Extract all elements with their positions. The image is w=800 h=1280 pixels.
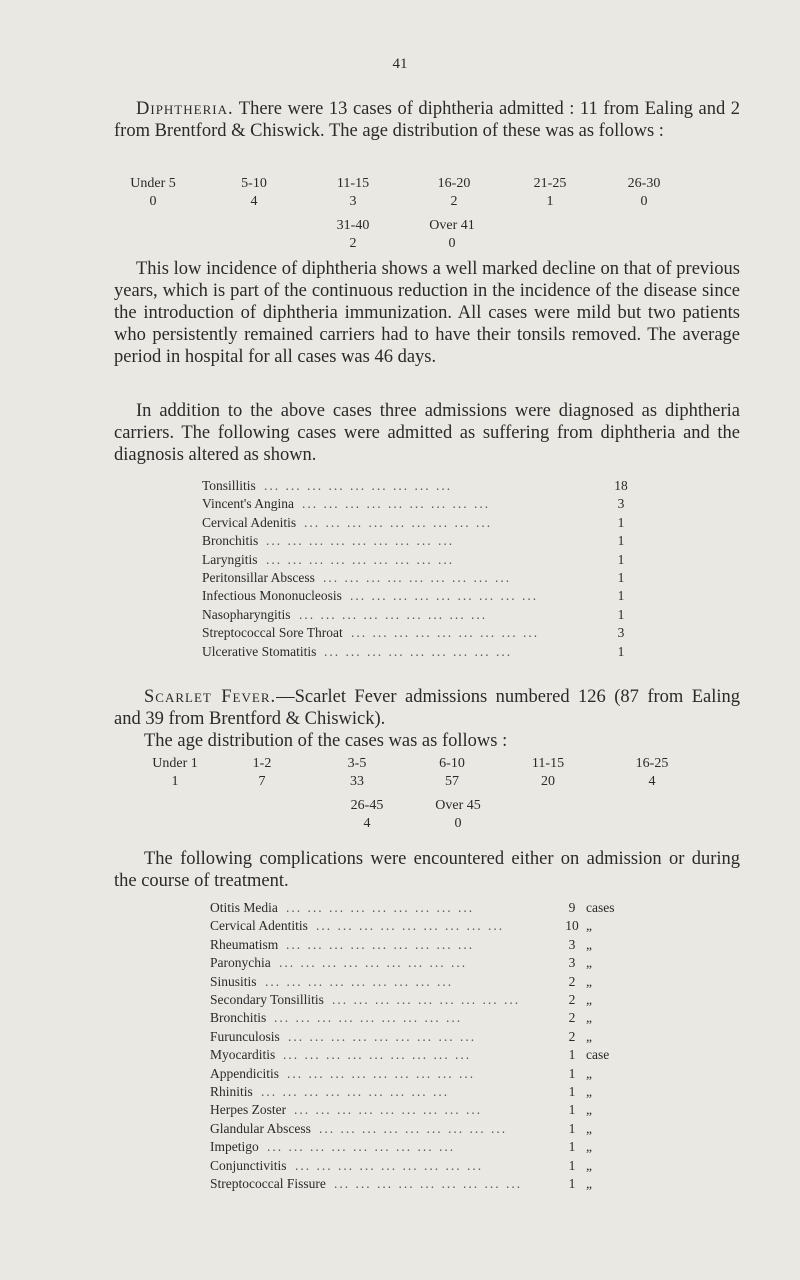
diagnosis-count: 1 [617, 514, 625, 530]
complication-row [210, 1139, 670, 1157]
scarlet-age-value: 33 [350, 774, 364, 789]
diagnosis-row [202, 515, 662, 533]
complication-name: Glandular Abscess [210, 1120, 311, 1136]
complication-unit: „ [586, 955, 592, 971]
complication-row [210, 1084, 670, 1102]
scarlet-age-label: 26-45 [350, 798, 384, 813]
scarlet-age-label: Over 45 [435, 798, 481, 813]
dot-leader: ... ... ... ... ... ... ... ... ... [351, 625, 540, 641]
diagnosis-name: Peritonsillar Abscess [202, 570, 315, 585]
scarlet-age-label: 3-5 [347, 756, 367, 771]
scarlet-age-value: 4 [648, 774, 656, 789]
complication-name: Conjunctivitis [210, 1157, 287, 1173]
dot-leader: ... ... ... ... ... ... ... ... ... [288, 1028, 477, 1044]
complications-intro: The following complications were encountered either on admission or during the course of treatment. [114, 849, 740, 891]
complication-row [210, 1176, 670, 1194]
complication-name: Secondary Tonsillitis [210, 992, 324, 1007]
complication-unit: case [586, 1047, 610, 1063]
complication-unit: „ [586, 1102, 592, 1118]
diagnosis-name: Streptococcal Sore Throat [202, 625, 343, 641]
scarlet-age-label: 16-25 [635, 756, 669, 771]
complication-name: Furunculosis [210, 1028, 280, 1044]
diphtheria-age-value: 4 [250, 194, 258, 209]
dot-leader: ... ... ... ... ... ... ... ... ... [266, 533, 455, 549]
complication-row [210, 1121, 670, 1139]
complication-unit: „ [586, 918, 592, 934]
complication-row [210, 1029, 670, 1047]
complication-row [210, 1102, 670, 1120]
diphtheria-age-label: Over 41 [429, 218, 475, 233]
complication-count: 1 [568, 1139, 576, 1155]
diphtheria-age-value: 1 [546, 194, 554, 209]
diphtheria-decline-paragraph: This low incidence of diphtheria shows a well marked decline on that of previous years, which is part of the continuous reduction in the incidence of the disease since the introduction of diphtheria immunization. All cases were mild but two patients who persistently remained carriers had to have their tonsils removed. The average period in hospital for all cases was 46 days. [114, 259, 740, 367]
diagnosis-count: 1 [617, 533, 625, 549]
complication-row [210, 1047, 670, 1065]
dot-leader: ... ... ... ... ... ... ... ... ... [302, 496, 491, 512]
complication-name: Streptococcal Fissure [210, 1176, 326, 1191]
page-number: 41 [392, 56, 408, 72]
complication-unit: „ [586, 1120, 592, 1136]
dot-leader: ... ... ... ... ... ... ... ... ... [267, 1139, 456, 1155]
dot-leader: ... ... ... ... ... ... ... ... ... [334, 1176, 523, 1191]
diagnosis-name: Tonsillitis [202, 478, 256, 493]
scarlet-age-value: 4 [363, 816, 371, 831]
diphtheria-age-label: 5-10 [241, 176, 267, 191]
diphtheria-age-label: 26-30 [627, 176, 661, 191]
dot-leader: ... ... ... ... ... ... ... ... ... [323, 570, 512, 585]
complication-count: 1 [568, 1102, 576, 1118]
diagnosis-count: 1 [617, 588, 625, 604]
complication-row [210, 1010, 670, 1028]
complication-name: Rheumatism [210, 936, 279, 952]
complication-unit: „ [586, 936, 592, 952]
complication-count: 2 [568, 973, 576, 989]
dot-leader: ... ... ... ... ... ... ... ... ... [279, 955, 468, 971]
complication-unit: „ [586, 1010, 592, 1026]
complication-name: Myocarditis [210, 1047, 276, 1063]
complication-row [210, 1158, 670, 1176]
diphtheria-intro-paragraph [114, 98, 740, 142]
complication-count: 2 [568, 1028, 576, 1044]
dot-leader: ... ... ... ... ... ... ... ... ... [316, 918, 505, 934]
diphtheria-age-label: 21-25 [533, 176, 567, 191]
dot-leader: ... ... ... ... ... ... ... ... ... [332, 992, 521, 1007]
scarlet-age-label: 1-2 [252, 756, 272, 771]
diagnosis-count: 1 [617, 606, 625, 622]
complication-count: 2 [568, 1010, 576, 1026]
diagnosis-row [202, 588, 662, 606]
complication-row [210, 992, 670, 1010]
complication-unit: „ [586, 1028, 592, 1044]
complication-count: 2 [568, 992, 576, 1007]
complication-name: Impetigo [210, 1139, 259, 1155]
dot-leader: ... ... ... ... ... ... ... ... ... [319, 1120, 508, 1136]
scarlet-age-value: 7 [258, 774, 266, 789]
dot-leader: ... ... ... ... ... ... ... ... ... [287, 1065, 476, 1081]
complication-name: Rhinitis [210, 1084, 253, 1099]
diagnosis-row [202, 478, 662, 496]
complication-name: Bronchitis [210, 1010, 267, 1026]
dot-leader: ... ... ... ... ... ... ... ... ... [261, 1084, 450, 1099]
diphtheria-age-value: 2 [349, 236, 357, 251]
diagnosis-name: Cervical Adenitis [202, 514, 297, 530]
scarlet-age-label: 11-15 [531, 756, 565, 771]
diagnosis-count: 1 [617, 570, 625, 585]
diagnosis-name: Bronchitis [202, 533, 259, 549]
diagnosis-count: 1 [617, 551, 625, 567]
diagnosis-count: 18 [614, 478, 628, 493]
scarlet-intro-paragraph [114, 686, 740, 730]
dot-leader: ... ... ... ... ... ... ... ... ... [299, 606, 488, 622]
complication-row [210, 1066, 670, 1084]
diagnosis-name: Vincent's Angina [202, 496, 294, 512]
complication-unit: cases [586, 900, 615, 915]
complication-count: 3 [568, 955, 576, 971]
diagnosis-row [202, 533, 662, 551]
dot-leader: ... ... ... ... ... ... ... ... ... [266, 551, 455, 567]
dot-leader: ... ... ... ... ... ... ... ... ... [324, 643, 513, 659]
diagnosis-row [202, 625, 662, 643]
diphtheria-age-label: Under 5 [130, 176, 176, 191]
diphtheria-age-label: 16-20 [437, 176, 471, 191]
complication-unit: „ [586, 1176, 592, 1191]
complication-name: Sinusitis [210, 973, 257, 989]
diagnosis-count: 1 [617, 643, 625, 659]
diphtheria-age-value: 0 [640, 194, 648, 209]
scarlet-age-label: 6-10 [439, 756, 465, 771]
diagnosis-row [202, 607, 662, 625]
complication-count: 1 [568, 1176, 576, 1191]
diagnosis-name: Laryngitis [202, 551, 258, 567]
diagnosis-row [202, 570, 662, 588]
complication-count: 1 [568, 1084, 576, 1099]
scarlet-intro-text: —Scarlet Fever admissions numbered 126 (87 from Ealing and 39 from Brentford & Chiswick). [114, 687, 740, 729]
complication-unit: „ [586, 1065, 592, 1081]
scarlet-age-value: 20 [541, 774, 555, 789]
dot-leader: ... ... ... ... ... ... ... ... ... [264, 478, 453, 493]
complication-row [210, 918, 670, 936]
dot-leader: ... ... ... ... ... ... ... ... ... [294, 1102, 483, 1118]
complication-row [210, 955, 670, 973]
dot-leader: ... ... ... ... ... ... ... ... ... [286, 900, 475, 915]
complication-name: Otitis Media [210, 900, 278, 915]
dot-leader: ... ... ... ... ... ... ... ... ... [295, 1157, 484, 1173]
complication-row [210, 937, 670, 955]
diphtheria-age-label: 31-40 [336, 218, 370, 233]
diphtheria-age-value: 2 [450, 194, 458, 209]
dot-leader: ... ... ... ... ... ... ... ... ... [265, 973, 454, 989]
dot-leader: ... ... ... ... ... ... ... ... ... [286, 936, 475, 952]
complication-unit: „ [586, 1084, 592, 1099]
complication-row [210, 974, 670, 992]
scarlet-heading: Scarlet Fever. [144, 687, 277, 707]
complication-name: Paronychia [210, 955, 271, 971]
diagnosis-name: Ulcerative Stomatitis [202, 643, 317, 659]
diagnosis-row [202, 644, 662, 662]
complication-count: 1 [568, 1065, 576, 1081]
diphtheria-age-label: 11-15 [336, 176, 370, 191]
complication-count: 1 [568, 1157, 576, 1173]
scarlet-age-label: Under 1 [152, 756, 198, 771]
complication-row [210, 900, 670, 918]
diagnosis-count: 3 [617, 496, 625, 512]
diagnosis-count: 3 [617, 625, 625, 641]
scarlet-age-value: 57 [445, 774, 459, 789]
complication-count: 3 [568, 936, 576, 952]
diphtheria-age-value: 3 [349, 194, 357, 209]
complication-unit: „ [586, 1139, 592, 1155]
diagnosis-row [202, 496, 662, 514]
complication-unit: „ [586, 992, 592, 1007]
complication-count: 10 [565, 918, 579, 934]
complication-name: Appendicitis [210, 1065, 279, 1081]
diphtheria-heading: Diphtheria. [136, 99, 234, 119]
diphtheria-carriers-paragraph: In addition to the above cases three admissions were diagnosed as diphtheria carriers. The following cases were admitted as suffering from diphtheria and the diagnosis altered as shown. [114, 401, 740, 465]
complication-unit: „ [586, 1157, 592, 1173]
diphtheria-intro-text: There were 13 cases of diphtheria admitted : 11 from Ealing and 2 from Brentford & Chiswick. The age distribution of these was as follows : [114, 99, 741, 141]
scarlet-age-value: 0 [454, 816, 462, 831]
complication-name: Herpes Zoster [210, 1102, 287, 1118]
complication-count: 9 [568, 900, 576, 915]
complication-count: 1 [568, 1047, 576, 1063]
scarlet-age-value: 1 [171, 774, 179, 789]
complication-name: Cervical Adentitis [210, 918, 308, 934]
scarlet-age-intro: The age distribution of the cases was as follows : [144, 731, 508, 751]
diphtheria-age-value: 0 [448, 236, 456, 251]
diagnosis-row [202, 552, 662, 570]
diphtheria-age-value: 0 [149, 194, 157, 209]
complication-unit: „ [586, 973, 592, 989]
dot-leader: ... ... ... ... ... ... ... ... ... [283, 1047, 472, 1063]
diagnosis-name: Infectious Mononucleosis [202, 588, 342, 604]
dot-leader: ... ... ... ... ... ... ... ... ... [304, 514, 493, 530]
diagnosis-name: Nasopharyngitis [202, 606, 291, 622]
dot-leader: ... ... ... ... ... ... ... ... ... [274, 1010, 463, 1026]
dot-leader: ... ... ... ... ... ... ... ... ... [350, 588, 539, 604]
complication-count: 1 [568, 1120, 576, 1136]
